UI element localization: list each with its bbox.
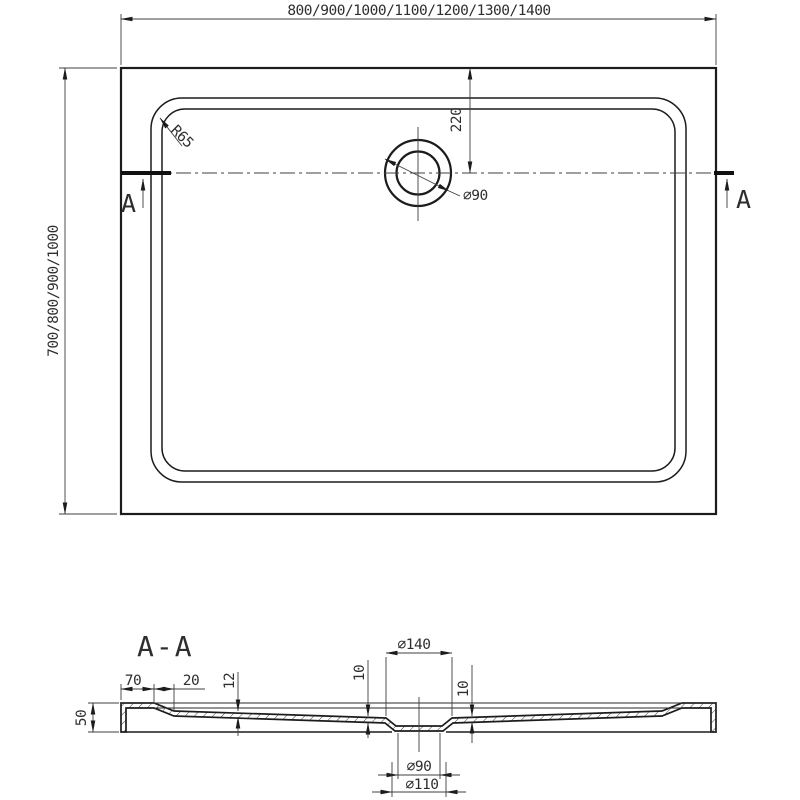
rim-width-label: 70	[124, 673, 142, 689]
rim-step-label: 20	[182, 673, 200, 689]
section-view	[74, 630, 716, 797]
depth12-label: 12	[222, 672, 238, 690]
recess-diameter-label: ∅140	[397, 637, 431, 653]
section-letter-right: A	[736, 185, 752, 214]
flange-diameter-label: ∅110	[405, 777, 439, 793]
height-dim-label: 50	[74, 709, 90, 727]
thickness-right-label: 10	[456, 680, 472, 698]
tray-inner-rim-outline	[151, 98, 686, 482]
section-shell-profile	[121, 703, 716, 732]
width-dim-label: 800/900/1000/1100/1200/1300/1400	[287, 3, 551, 19]
depth-dim-label: 700/800/900/1000	[46, 225, 62, 357]
tray-basin-outline	[162, 109, 675, 471]
section-letter-left: A	[121, 189, 137, 218]
top-view	[46, 3, 751, 514]
corner-radius-label: R65	[167, 122, 196, 152]
tray-outer-outline	[121, 68, 716, 514]
thickness-left-label: 10	[352, 664, 368, 682]
drain-offset-label: 220	[449, 107, 465, 133]
drain-diameter-leader-tail	[449, 191, 460, 196]
drain-diameter-label: ∅90	[463, 188, 488, 204]
drainhole-diameter-label: ∅90	[406, 759, 432, 775]
section-title: A-A	[137, 630, 194, 663]
